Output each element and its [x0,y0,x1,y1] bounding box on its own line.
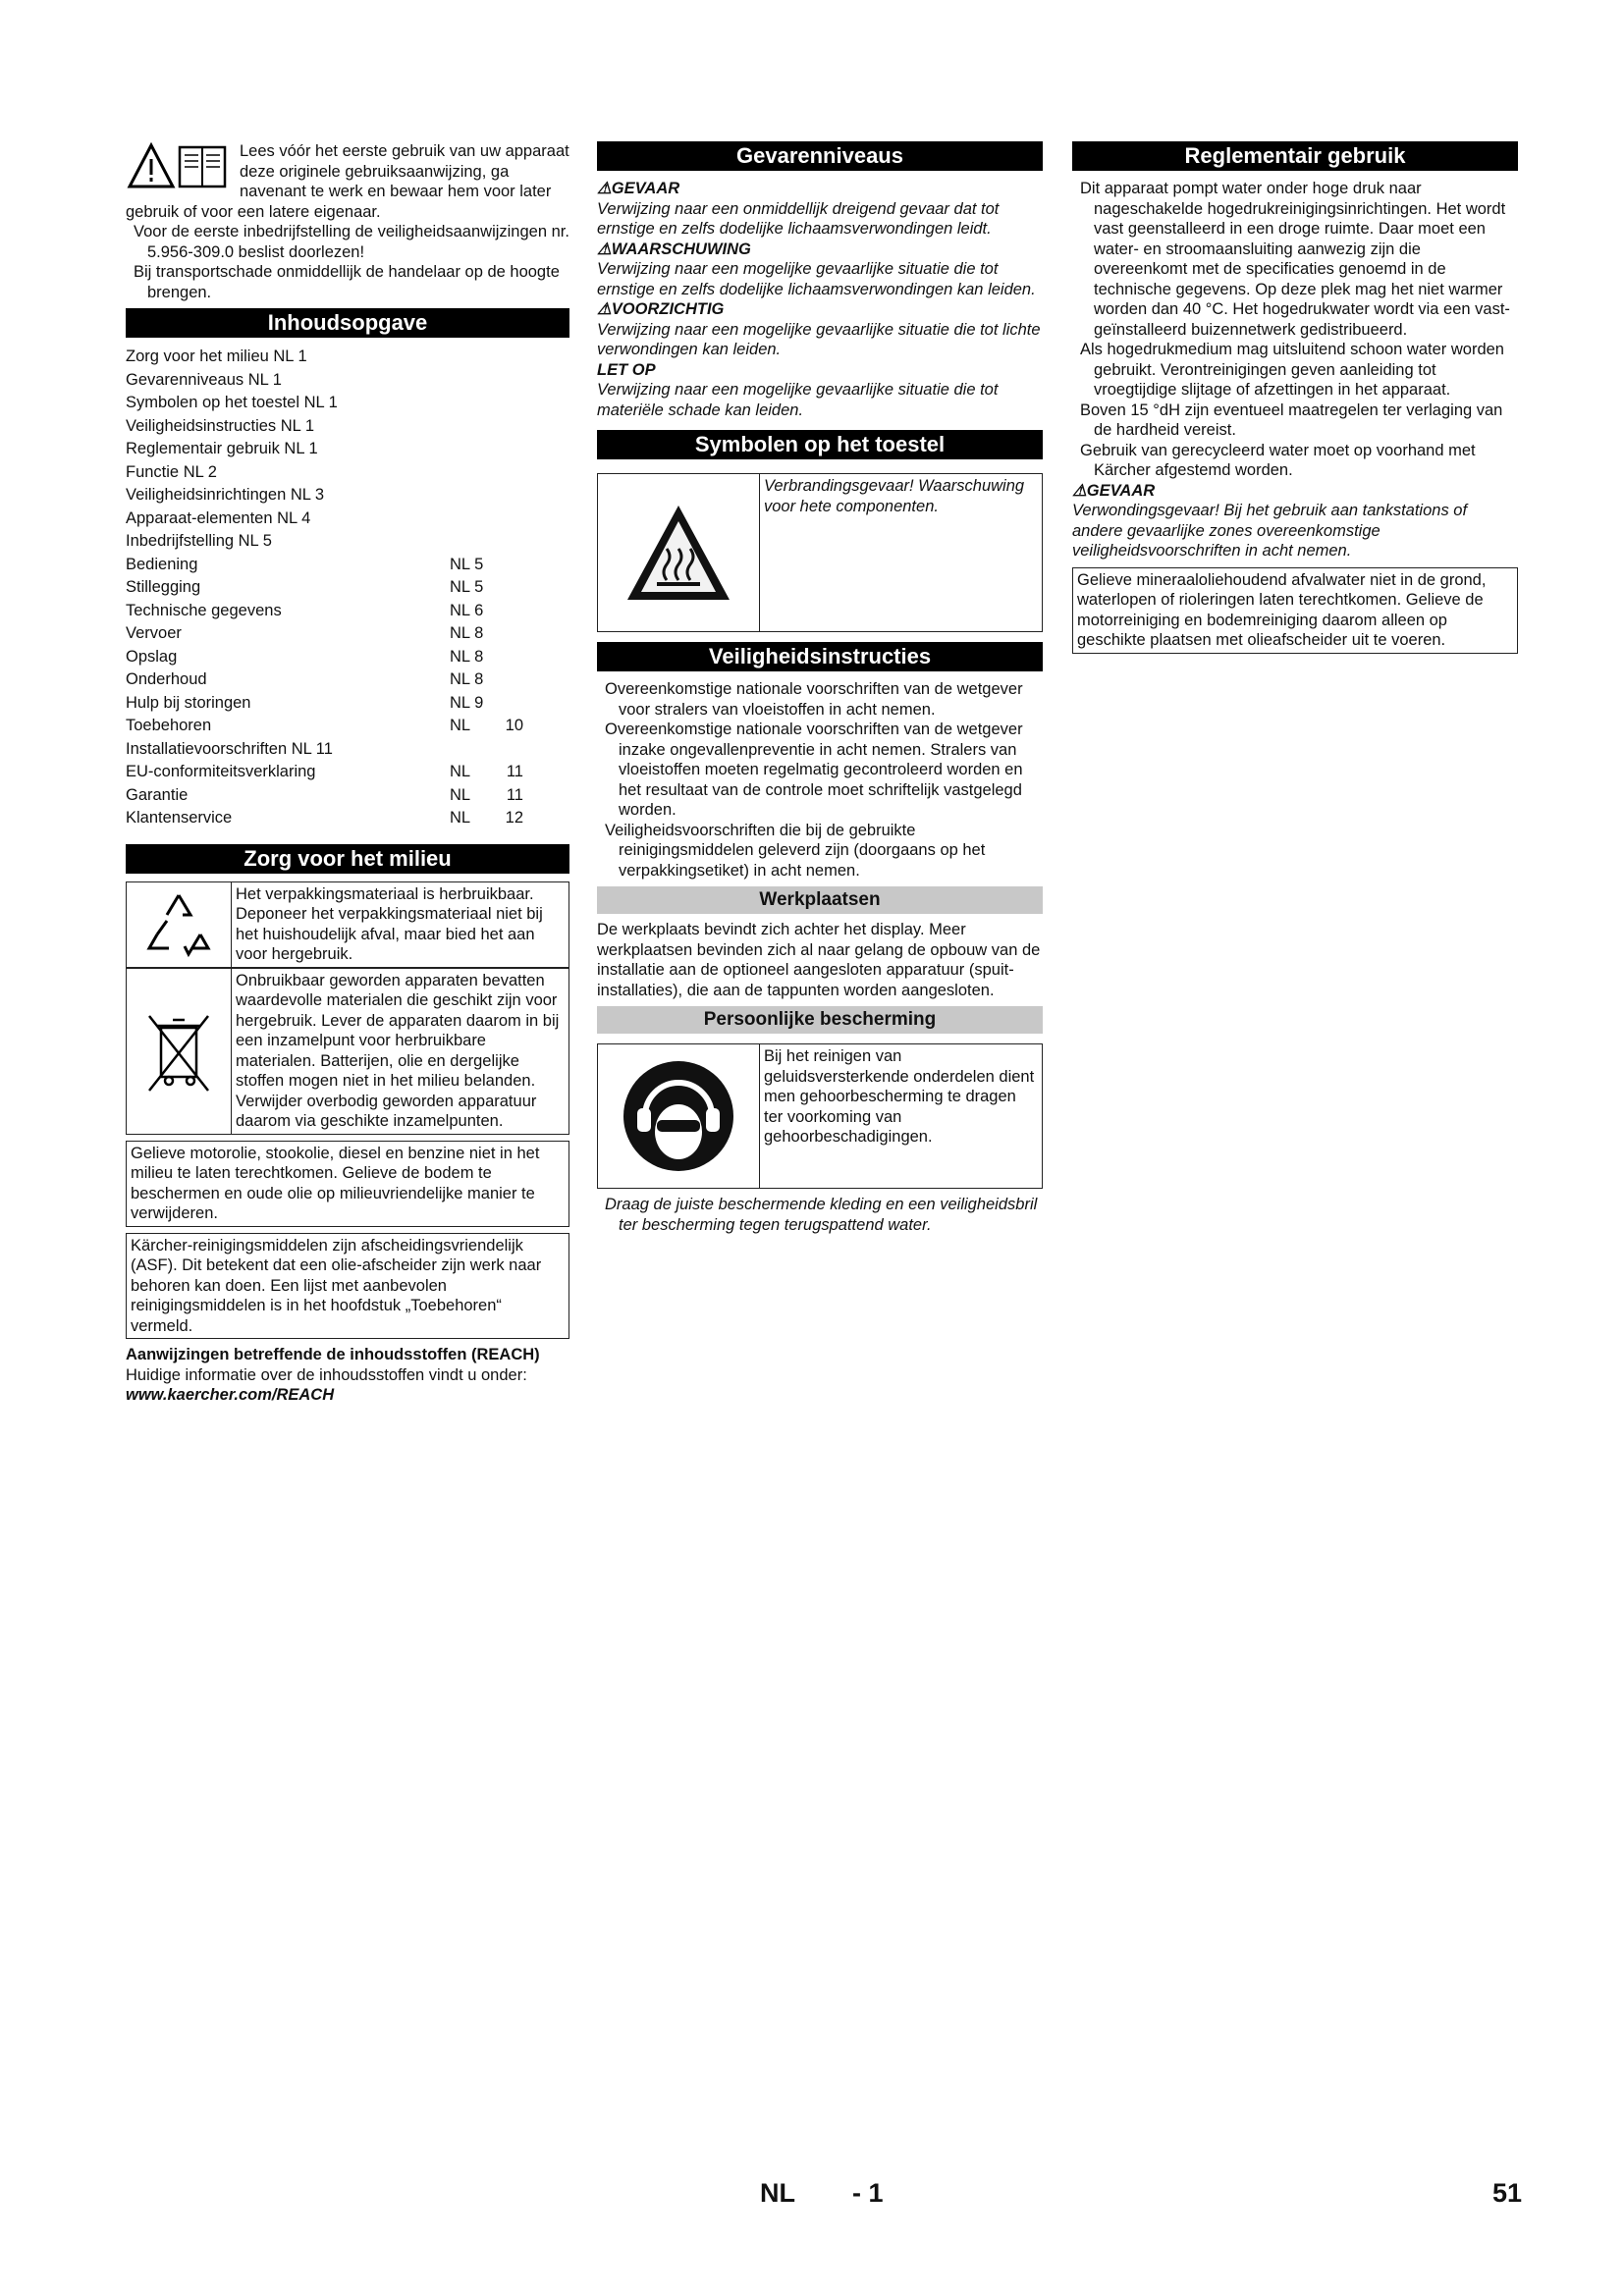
warning-triangle-icon: ⚠ [1072,481,1087,500]
safety-item: Overeenkomstige nationale voorschriften van de wetgever inzake ongevallenpreventie in acht nemen. Stralers van vloeistoffen moeten regelmatig gecontroleerd worden en het resultaat van de controle moet schriftelijk vastgelegd worden. [605,721,1023,819]
toc-item-lang [450,392,494,415]
toc-item-lang [450,461,494,485]
toc-item-page [494,692,523,716]
safety-item: Overeenkomstige nationale voorschriften van de wetgever voor stralers van vloeistoffen in acht nemen. [605,680,1023,719]
wastewater-box: Gelieve mineraaloliehoudend afvalwater niet in de grond, waterlopen of rioleringen laten terechtkomen. Gelieve de motorreiniging en bodemreiniging daarom alleen op geschikte plaatsen met olieafscheider uit te voeren. [1072,567,1518,654]
toc-item[interactable] [126,784,569,808]
toc-item[interactable] [126,346,569,369]
toc-item-title: Gevarenniveaus NL 1 [126,370,282,389]
toc-item-page [494,346,523,369]
toc-item-page [494,622,523,646]
toc-item-title: Garantie [126,785,189,804]
intro-item: Bij transportschade onmiddellijk de handelaar op de hoogte brengen. [134,263,560,301]
intro-text: Lees vóór het eerste gebruik van uw apparaat deze originele gebruiksaanwijzing, ga navenant te werk en bewaar hem voor later gebruik of voor een latere eigenaar. [126,142,569,221]
toc-item-page [494,415,523,439]
toc-item-lang [450,415,494,439]
toc-item[interactable] [126,392,569,415]
danger-text: Verwondingsgevaar! Bij het gebruik aan tankstations of andere gevaarlijke zones overeenkomstige veiligheidsvoorschriften in acht nemen. [1072,502,1468,560]
column-left [126,141,569,1406]
column-right [1072,141,1518,660]
toc-item-page [494,554,523,577]
level-label: ⚠GEVAAR [597,180,680,197]
asf-box: Kärcher-reinigingsmiddelen zijn afscheidingsvriendelijk (ASF). Dit betekent dat een olie-afscheider zijn werk naar behoren kan doen. Een lijst met aanbevolen reinigingsmiddelen is in het hoofdstuk „Toebehoren“ vermeld. [126,1233,569,1340]
toc-item-page: 10 [505,717,523,734]
toc-item[interactable] [126,369,569,393]
toc-item-title: Toebehoren [126,717,212,734]
level-text: Verwijzing naar een mogelijke gevaarlijke situatie die tot materiële schade kan leiden. [597,381,999,419]
usage-item: Als hogedrukmedium mag uitsluitend schoon water worden gebruikt. Verontreinigingen geven aanleiding tot vroegtijdige slijtage of afzettingen in het apparaat. [1080,341,1504,399]
toc-item-page: 11 [506,763,523,780]
reach-title: Aanwijzingen betreffende de inhoudsstoffen (REACH) [126,1346,540,1363]
toc-item-title: Veiligheidsinstructies NL 1 [126,416,314,435]
usage-item: Gebruik van gerecycleerd water moet op voorhand met Kärcher afgestemd worden. [1080,441,1476,479]
oil-box: Gelieve motorolie, stookolie, diesel en benzine niet in het milieu te laten terechtkomen. Gelieve de bodem te beschermen en oude olie op milieuvriendelijke manier te verwijderen. [126,1141,569,1227]
toc-item-lang [450,484,494,507]
intro-block [126,141,569,302]
reglementair-heading: Reglementair gebruik [1072,141,1518,171]
warning-triangle-icon: ⚠ [597,240,612,258]
toc-item-lang: NL 5 [450,578,484,596]
toc-item-title: Technische gegevens [126,601,282,619]
toc-item-page [494,461,523,485]
werkplaatsen-heading: Werkplaatsen [597,886,1043,914]
toc-item-lang: NL [450,785,471,804]
toc-item-page [494,738,523,762]
toc-item-title: Onderhoud [126,670,207,688]
toc-list [126,346,569,830]
toc-item-page: 12 [505,809,523,827]
toc-item[interactable] [126,554,569,577]
toc-item-title: Zorg voor het milieu NL 1 [126,347,307,365]
toc-item-title: Stillegging [126,578,201,596]
toc-item-title: Apparaat-elementen NL 4 [126,508,311,527]
toc-item[interactable] [126,692,569,716]
hot-surface-icon [598,474,760,631]
toc-item-page [494,438,523,461]
level-text: Verwijzing naar een onmiddellijk dreigend gevaar dat tot ernstige en zelfs dodelijke lichaamsverwondingen leidt. [597,199,1000,238]
toc-item[interactable] [126,530,569,554]
usage-item: Dit apparaat pompt water onder hoge druk naar nageschakelde hogedrukreinigingsinrichtingen. Het wordt vast geenstalleerd in een droge ruimte. Daar moet een water- en stroomaansluiting aanwezig zijn die overeenkomt met de specificaties genoemd in de technische gegevens. Op deze plek mag het niet warmer worden dan 40 °C. Het hogedrukwater wordt via een vast-geïnstalleerd buizennetwerk gedistribueerd. [1080,180,1510,339]
usage-item: Boven 15 °dH zijn eventueel maatregelen ter verlaging van de hardheid vereist. [1080,400,1503,439]
toc-item-lang [450,438,494,461]
persoonlijke-bescherming-heading: Persoonlijke bescherming [597,1006,1043,1034]
intro-item: Voor de eerste inbedrijfstelling de veiligheidsaanwijzingen nr. 5.956-309.0 beslist doorlezen! [134,223,569,261]
ppe-text: Bij het reinigen van geluidsversterkende onderdelen dient men gehoorbescherming te dragen ter voorkoming van gehoorbeschadigingen. [764,1047,1035,1146]
toc-item[interactable] [126,461,569,485]
warning-manual-icon [126,141,230,192]
toc-item[interactable] [126,622,569,646]
safety-item: Veiligheidsvoorschriften die bij de gebruikte reinigingsmiddelen geleverd zijn (doorgaans op het verpakkingsetiket) in acht nemen. [605,821,986,880]
ppe-row [597,1043,1043,1189]
toc-item[interactable] [126,715,569,738]
toc-item-lang: NL 8 [450,670,484,688]
toc-item-lang: NL 8 [450,647,484,666]
toc-item-lang: NL 8 [450,624,484,642]
toc-item-lang [450,507,494,531]
level-text: Verwijzing naar een mogelijke gevaarlijke situatie die tot ernstige en zelfs dodelijke lichaamsverwondingen kan leiden. [597,260,1036,298]
werkplaatsen-text: De werkplaats bevindt zich achter het display. Meer werkplaatsen bevinden zich al naar gelang de opbouw van de installatie aan de optioneel aangesloten apparatuur (spuit-installaties), die aan de tappunten worden aangesloten. [597,921,1041,999]
milieu-heading: Zorg voor het milieu [126,844,569,874]
danger-levels [597,179,1043,420]
toc-item[interactable] [126,668,569,692]
hot-surface-text: Verbrandingsgevaar! Waarschuwing voor hete componenten. [764,477,1025,515]
toc-item-lang [450,738,494,762]
footer-lang: NL [760,2178,795,2208]
toc-item[interactable] [126,484,569,507]
toc-item-page [494,646,523,669]
toc-item-title: Hulp bij storingen [126,693,251,712]
toc-item-lang [450,369,494,393]
toc-heading: Inhoudsopgave [126,308,569,338]
toc-item-page [494,576,523,600]
toc-item-lang: NL 6 [450,601,484,619]
danger-label: ⚠GEVAAR [1072,481,1156,500]
crossed-bin-icon [127,969,232,1134]
intro-icons [126,141,234,196]
toc-item-page [494,507,523,531]
level-text: Verwijzing naar een mogelijke gevaarlijke situatie die tot lichte verwondingen kan leiden. [597,320,1041,358]
column-middle [597,141,1043,1235]
toc-item-lang: NL [450,717,471,734]
toc-item-page [494,668,523,692]
toc-item[interactable] [126,646,569,669]
reach-text: Huidige informatie over de inhoudsstoffen vindt u onder: [126,1365,527,1384]
toc-item-page [494,392,523,415]
toc-item-title: Opslag [126,647,178,666]
symbolen-heading: Symbolen op het toestel [597,430,1043,459]
toc-item-page [494,600,523,623]
level-label: ⚠VOORZICHTIG [597,300,725,318]
hot-surface-row [597,473,1043,632]
toc-item-title: Bediening [126,555,198,573]
toc-item-title: EU-conformiteitsverklaring [126,763,316,780]
weee-row [126,968,569,1135]
warning-triangle-icon: ⚠ [597,180,612,197]
level-label: ⚠WAARSCHUWING [597,240,751,258]
toc-item[interactable] [126,600,569,623]
toc-item-page [494,530,523,554]
toc-item[interactable] [126,807,569,830]
ppe-note: Draag de juiste beschermende kleding en een veiligheidsbril ter bescherming tegen terugspattend water. [605,1196,1038,1234]
toc-item-lang: NL [450,809,471,827]
toc-item-title: Inbedrijfstelling NL 5 [126,532,272,550]
toc-item-lang: NL 9 [450,693,484,712]
toc-item-lang [450,346,494,369]
toc-item-page [494,369,523,393]
toc-item[interactable] [126,415,569,439]
gevaren-heading: Gevarenniveaus [597,141,1043,171]
toc-item[interactable] [126,576,569,600]
weee-text: Onbruikbaar geworden apparaten bevatten waardevolle materialen die geschikt zijn voor hergebruik. Lever de apparaten daarom in bij een inzamelpunt voor herbruikbare materialen. Batterijen, olie en dergelijke stoffen mogen niet in het milieu belanden. Verwijder overbodig geworden apparatuur daarom via geschikte inzamelpunten. [236,971,560,1130]
toc-item-title: Functie NL 2 [126,462,217,481]
toc-item[interactable] [126,507,569,531]
toc-item-title: Symbolen op het toestel NL 1 [126,394,338,411]
toc-item-title: Klantenservice [126,809,233,827]
toc-item[interactable] [126,438,569,461]
warning-triangle-icon: ⚠ [597,300,612,318]
toc-item-title: Veiligheidsinrichtingen NL 3 [126,486,325,504]
veiligheid-heading: Veiligheidsinstructies [597,642,1043,671]
toc-item-title: Installatievoorschriften NL 11 [126,739,333,758]
toc-item-page: 11 [506,785,523,804]
footer-page-number: 51 [1492,2178,1523,2208]
reach-link[interactable]: www.kaercher.com/REACH [126,1386,335,1404]
level-label: LET OP [597,360,656,379]
toc-item-lang: NL [450,763,471,780]
toc-item[interactable] [126,761,569,784]
ear-eye-protection-icon [598,1044,760,1188]
recycle-row [126,881,569,968]
toc-item-title: Vervoer [126,624,182,642]
toc-item-lang: NL 5 [450,555,484,573]
toc-item-lang [450,530,494,554]
recycle-icon [127,882,232,967]
toc-item-title: Reglementair gebruik NL 1 [126,440,318,457]
toc-item[interactable] [126,738,569,762]
footer-page-local: - 1 [852,2178,884,2208]
toc-item-page [494,484,523,507]
recycle-text: Het verpakkingsmateriaal is herbruikbaar. Deponeer het verpakkingsmateriaal niet bij het huishoudelijk afval, maar bied het aan voor hergebruik. [236,884,543,963]
